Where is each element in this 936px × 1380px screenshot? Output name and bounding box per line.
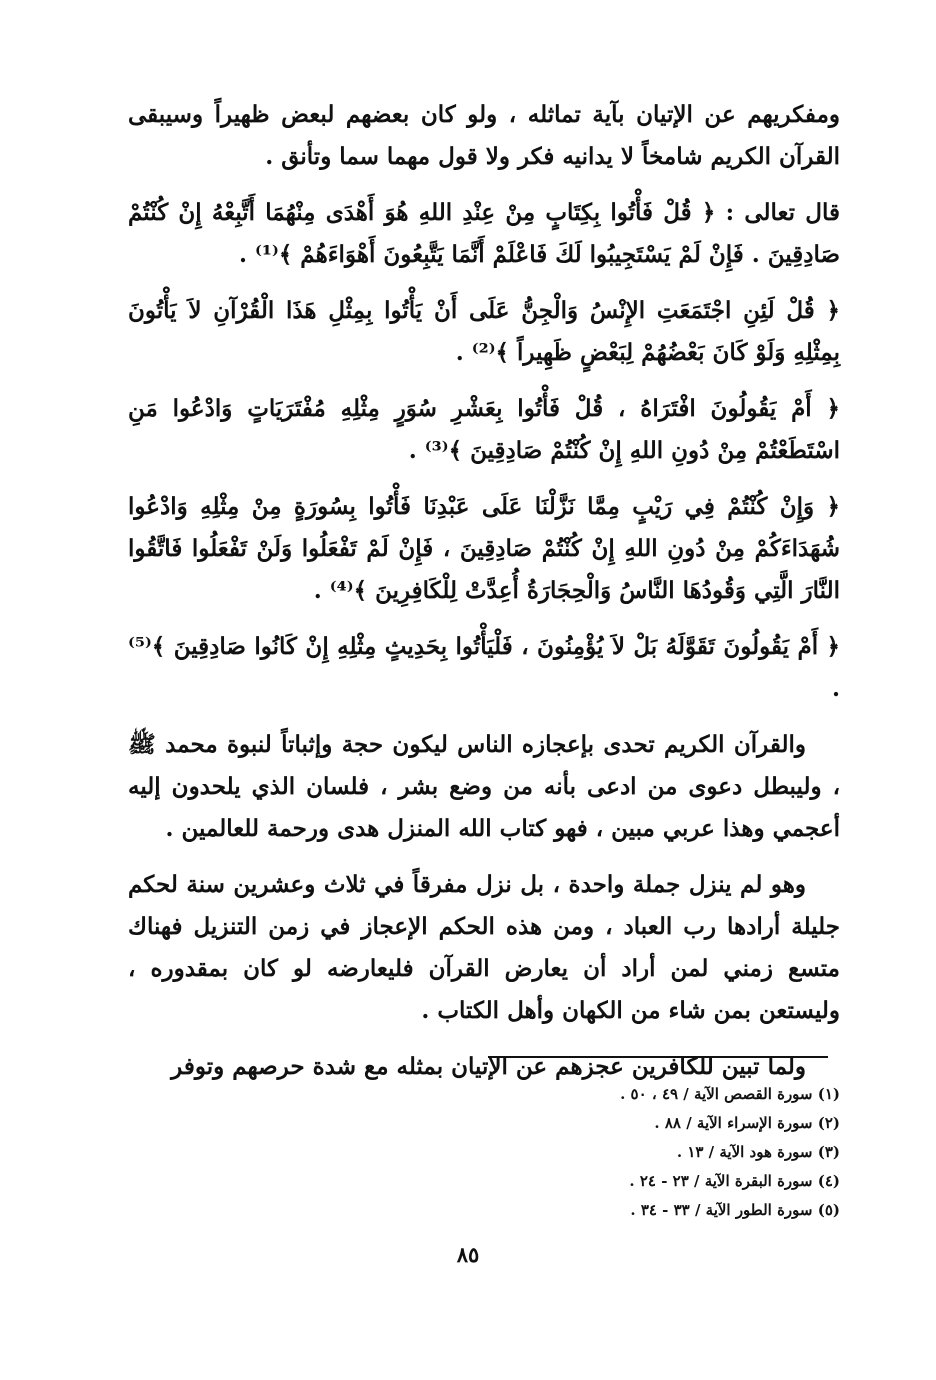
paragraph-challenge: والقرآن الكريم تحدى بإعجازه الناس ليكون حجة وإثباتاً لنبوة محمد ﷺ ، وليبطل دعوى من ادعى بأنه من وضع بشر ، فلسان الذي يلحدون إليه أعجمي وهذا عربي مبين ، فهو كتاب الله المنزل هدى ورحمة للعالمين . — [128, 731, 840, 842]
paragraph-verse-qasas: قال تعالى : ﴿ قُلْ فَأْتُوا بِكِتَابٍ مِنْ عِنْدِ اللهِ هُوَ أَهْدَى مِنْهُمَا أَتَّبِعْهُ إِنْ كُنْتُمْ صَادِقِينَ . فَإِنْ لَمْ يَسْتَجِيبُوا لَكَ فَاعْلَمْ أَنَّمَا يَتَّبِعُونَ أَهْوَاءَهُمْ ﴾⁽¹⁾ . — [128, 199, 840, 268]
footnote-divider — [488, 1056, 828, 1058]
paragraph-verse-tur: ﴿ أَمْ يَقُولُونَ تَقَوَّلَهُ بَلْ لاَ يُؤْمِنُونَ ، فَلْيَأْتُوا بِحَدِيثٍ مِثْلِهِ إِنْ كَانُوا صَادِقِينَ ﴾⁽⁵⁾ . — [128, 633, 840, 702]
paragraph-verse-hud: ﴿ أَمْ يَقُولُونَ افْتَرَاهُ ، قُلْ فَأْتُوا بِعَشْرِ سُوَرٍ مِثْلِهِ مُفْتَرَيَاتٍ وَادْعُوا مَنِ اسْتَطَعْتُمْ مِنْ دُونِ اللهِ إِنْ كُنْتُمْ صَادِقِينَ ﴾⁽³⁾ . — [128, 395, 840, 464]
footnote-item: (٣) سورة هود الآية / ١٣ . — [676, 1143, 840, 1161]
footnote-item: (٢) سورة الإسراء الآية / ٨٨ . — [654, 1114, 840, 1132]
paragraph-revelation: وهو لم ينزل جملة واحدة ، بل نزل مفرقاً في ثلاث وعشرين سنة لحكم جليلة أرادها رب العباد ، ومن هذه الحكم الإعجاز في زمن التنزيل فهناك متسع زمني لمن أراد أن يعارض القرآن فليعارضه لو كان بمقدوره ، وليستعن بمن شاء من الكهان وأهل الكتاب . — [128, 871, 840, 1024]
paragraph-verse-isra: ﴿ قُلْ لَئِنِ اجْتَمَعَتِ الإِنْسُ وَالْجِنُّ عَلَى أَنْ يَأْتُوا بِمِثْلِ هَذَا الْقُرْآنِ لاَ يَأْتُونَ بِمِثْلِهِ وَلَوْ كَانَ بَعْضُهُمْ لِبَعْضٍ ظَهِيراً ﴾⁽²⁾ . — [128, 297, 840, 366]
paragraph-continuation: ولما تبين للكافرين عجزهم عن الإتيان بمثله مع شدة حرصهم وتوفر — [171, 1053, 806, 1080]
page-number: ٨٥ — [456, 1242, 480, 1267]
body-text — [128, 94, 840, 1102]
footnote-item: (٥) سورة الطور الآية / ٣٣ - ٣٤ . — [630, 1201, 840, 1219]
paragraph-intro: ومفكريهم عن الإتيان بآية تماثله ، ولو كان بعضهم لبعض ظهيراً وسيبقى القرآن الكريم شامخاً لا يدانيه فكر ولا قول مهما سما وتأنق . — [128, 101, 840, 170]
paragraph-verse-baqara: ﴿ وَإِنْ كُنْتُمْ فِي رَيْبٍ مِمَّا نَزَّلْنَا عَلَى عَبْدِنَا فَأْتُوا بِسُورَةٍ مِنْ مِثْلِهِ وَادْعُوا شُهَدَاءَكُمْ مِنْ دُونِ اللهِ إِنْ كُنْتُمْ صَادِقِينَ ، فَإِنْ لَمْ تَفْعَلُوا وَلَنْ تَفْعَلُوا فَاتَّقُوا النَّارَ الَّتِي وَقُودُهَا النَّاسُ وَالْحِجَارَةُ أُعِدَّتْ لِلْكَافِرِينَ ﴾⁽⁴⁾ . — [128, 493, 840, 604]
footnote-item: (٤) سورة البقرة الآية / ٢٣ - ٢٤ . — [629, 1172, 840, 1190]
footnote-item: (١) سورة القصص الآية / ٤٩ ، ٥٠ . — [620, 1085, 840, 1103]
footnotes-list — [450, 1080, 840, 1225]
